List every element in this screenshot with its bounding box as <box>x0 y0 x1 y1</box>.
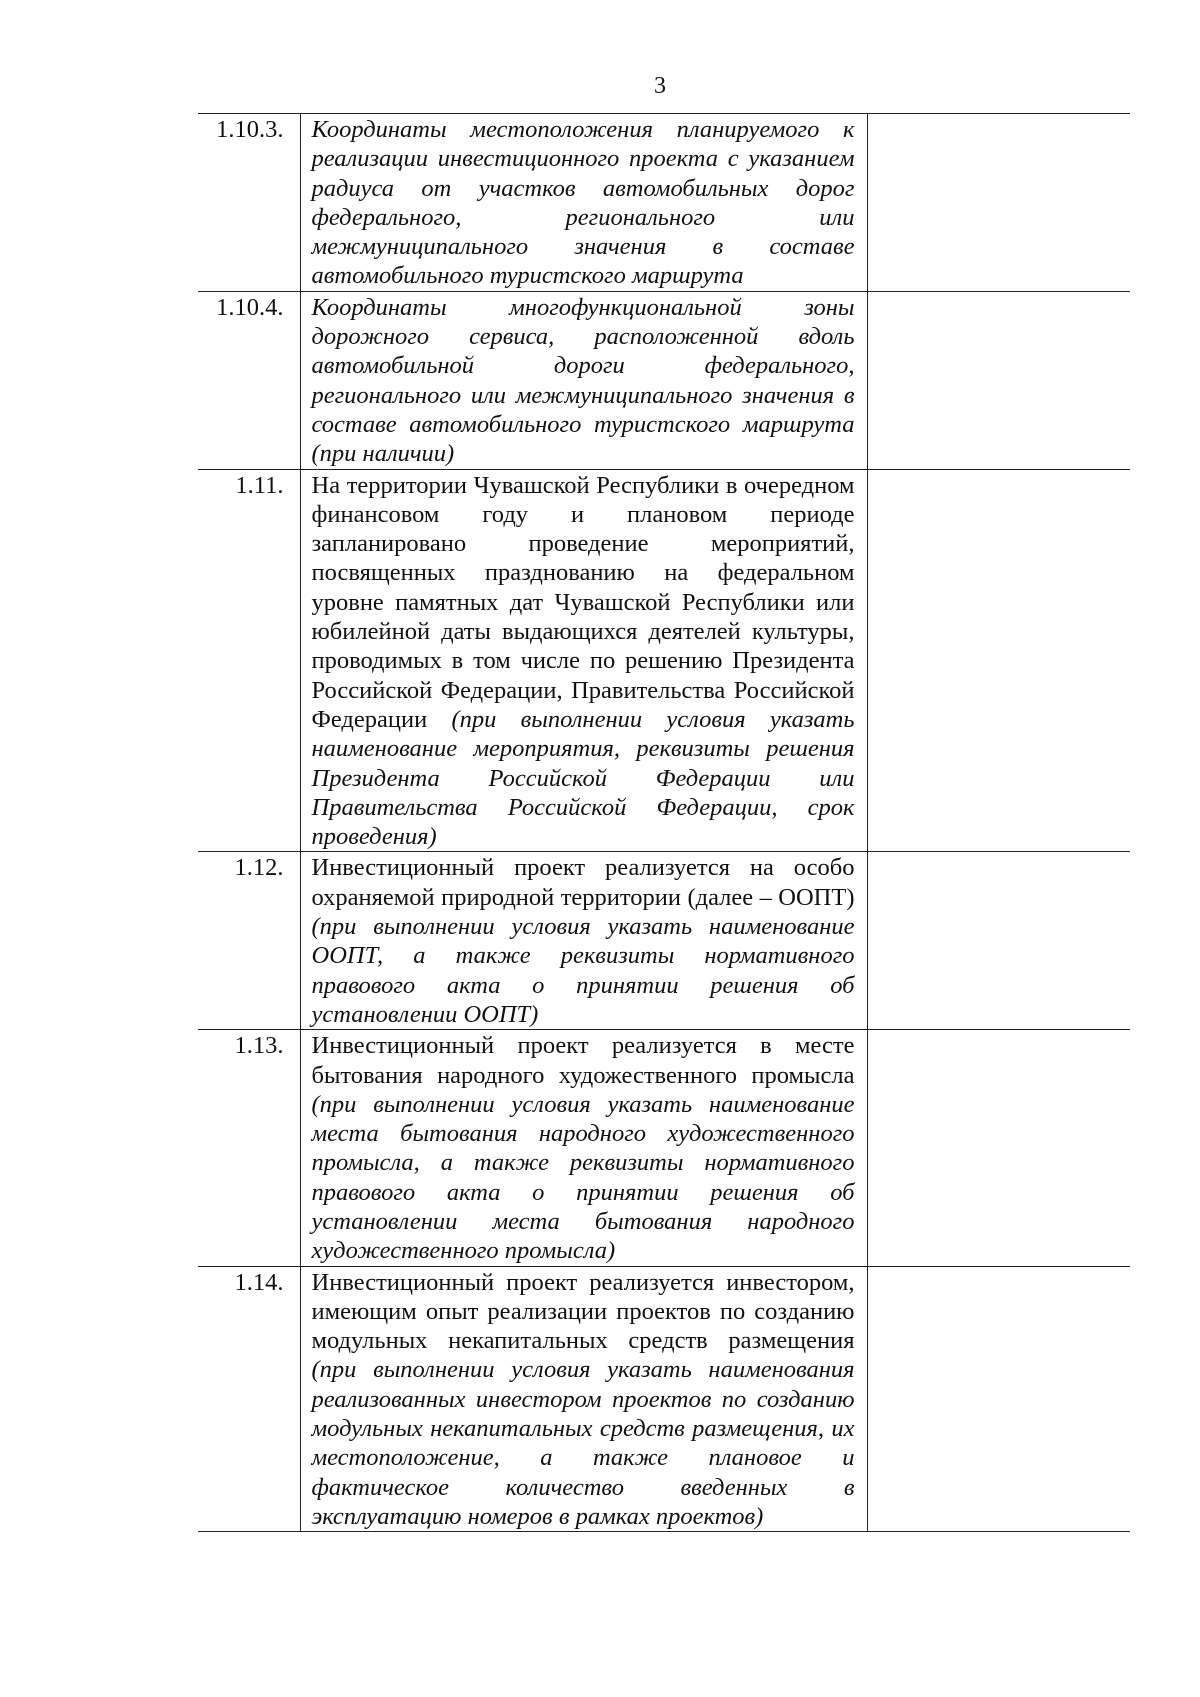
row-number: 1.13. <box>198 1030 300 1266</box>
table-row <box>198 469 1130 852</box>
row-description <box>300 469 867 852</box>
row-description <box>300 1030 867 1266</box>
row-value <box>867 852 1130 1030</box>
table-row <box>198 852 1130 1030</box>
row-value <box>867 1266 1130 1532</box>
row-italic-note: (при выполнении условия указать наименования реализованных инвестором проектов по созданию модульных некапитальных средств размещения, их местоположение, а также плановое и фактическое количество введенных в эксплуатацию номеров в рамках проектов) <box>311 1356 855 1530</box>
row-italic-note: (при выполнении условия указать наименование места бытования народного художественного промысла, а также реквизиты нормативного правового акта о принятии решения об установлении места бытования народного художественного промысла) <box>311 1090 855 1265</box>
row-italic-note: Координаты многофункциональной зоны дорожного сервиса, расположенной вдоль автомобильной дороги федерального, регионального или межмуниципального значения в составе автомобильного туристского маршрута (при наличии) <box>311 293 855 468</box>
row-value <box>867 1030 1130 1266</box>
page-number: 3 <box>654 73 666 99</box>
table-row <box>198 1266 1130 1532</box>
table-row <box>198 114 1130 292</box>
row-value <box>867 469 1130 852</box>
row-description <box>300 114 867 292</box>
row-text: Инвестиционный проект реализуется инвестором, имеющим опыт реализации проектов по созданию модульных некапитальных средств размещения <box>311 1268 855 1355</box>
row-number: 1.14. <box>198 1266 300 1532</box>
row-text: На территории Чувашской Республики в очередном финансовом году и плановом периоде запланировано проведение мероприятий, посвященных празднованию на федеральном уровне памятных дат Чувашской Республики или юбилейной даты выдающихся деятелей культуры, проводимых в том числе по решению Президента Российской Федерации, Правительства Российской Федерации <box>311 471 855 733</box>
table-row <box>198 291 1130 469</box>
row-number: 1.10.4. <box>198 291 300 469</box>
row-number: 1.10.3. <box>198 114 300 292</box>
row-text: Инвестиционный проект реализуется в месте бытования народного художественного промысла <box>311 1032 855 1089</box>
row-description <box>300 291 867 469</box>
row-text: Инвестиционный проект реализуется на особо охраняемой природной территории (далее – ООПТ) <box>311 854 855 911</box>
row-italic-note: (при выполнении условия указать наименование мероприятия, реквизиты решения Президента Российской Федерации или Правительства Российской Федерации, срок проведения) <box>311 705 855 851</box>
row-italic-note: Координаты местоположения планируемого к реализации инвестиционного проекта с указанием радиуса от участков автомобильных дорог федерального, регионального или межмуниципального значения в составе автомобильного туристского маршрута <box>311 116 855 290</box>
criteria-table <box>198 113 1130 1532</box>
row-value <box>867 114 1130 292</box>
row-value <box>867 291 1130 469</box>
row-number: 1.12. <box>198 852 300 1030</box>
row-italic-note: (при выполнении условия указать наименование ООПТ, а также реквизиты нормативного правового акта о принятии решения об установлении ООПТ) <box>311 913 855 1028</box>
table-row <box>198 1030 1130 1266</box>
row-description <box>300 1266 867 1532</box>
row-number: 1.11. <box>198 469 300 852</box>
row-description <box>300 852 867 1030</box>
